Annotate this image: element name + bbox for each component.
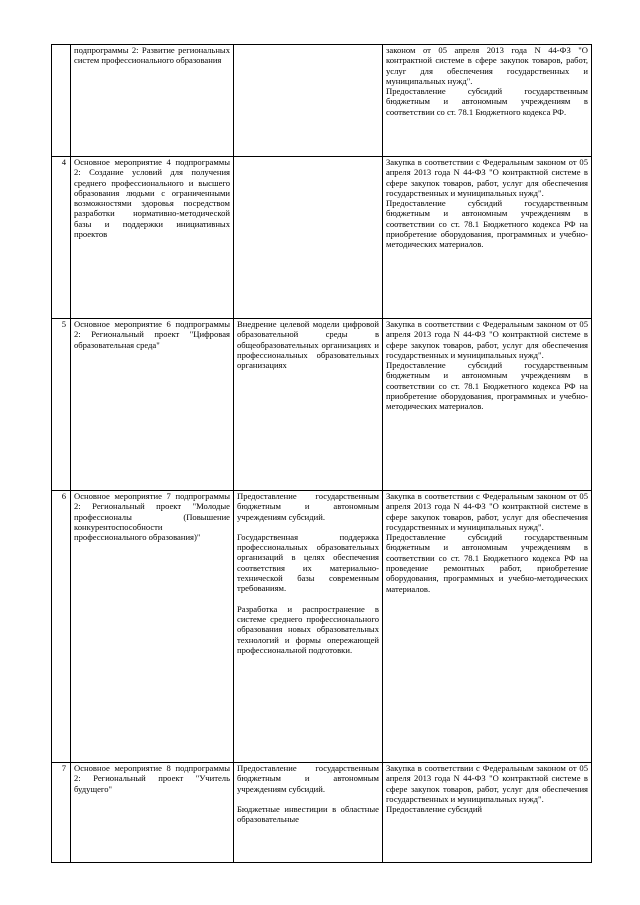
mechanism-paragraph: Предоставление субсидий — [386, 804, 483, 815]
table-row — [52, 45, 592, 157]
mechanism-cell — [383, 157, 592, 319]
activity-cell: Основное мероприятие 4 подпрограммы 2: Создание условий для получения среднего профессионального и высшего образования людьми с ограниченными возможностями здоровья посредством разработки нормативно-методической базы и поддержки инициативных проектов — [71, 157, 234, 319]
row-number: 4 — [52, 157, 71, 319]
mechanism-paragraph: законом от 05 апреля 2013 года N 44-ФЗ "О контрактной системе в сфере закупок товаров, работ, услуг для обеспечения государственных и муниципальных нужд". — [386, 45, 588, 86]
table-row — [52, 491, 592, 763]
mechanism-paragraph: Предоставление субсидий государственным бюджетным и автономным учреждениям в соответствии со ст. 78.1 Бюджетного кодекса РФ на проведение ремонтных работ, приобретение оборудования, программных и учебно-методических материалов. — [386, 532, 588, 594]
row-number: 7 — [52, 763, 71, 863]
mechanism-paragraph: Предоставление субсидий государственным бюджетным и автономным учреждениям в соответствии со ст. 78.1 Бюджетного кодекса РФ. — [386, 86, 588, 117]
activity-cell: Основное мероприятие 8 подпрограммы 2: Региональный проект "Учитель будущего" — [71, 763, 234, 863]
mechanism-paragraph: Предоставление субсидий государственным бюджетным и автономным учреждениям в соответствии со ст. 78.1 Бюджетного кодекса РФ на приобретение оборудования, программных и учебно-методических материалов. — [386, 360, 588, 412]
direction-paragraph: Разработка и распространение в системе среднего профессионального образования новых образовательных технологий и формы опережающей профессиональной подготовки. — [237, 603, 379, 655]
mechanism-paragraph: Закупка в соответствии с Федеральным законом от 05 апреля 2013 года N 44-ФЗ "О контрактной системе в сфере закупок товаров, работ, услуг для обеспечения государственных и муниципальных нужд". — [386, 319, 588, 360]
mechanism-paragraph: Закупка в соответствии с Федеральным законом от 05 апреля 2013 года N 44-ФЗ "О контрактной системе в сфере закупок товаров, работ, услуг для обеспечения государственных и муниципальных нужд". — [386, 491, 588, 532]
table-row — [52, 319, 592, 491]
mechanism-cell — [383, 319, 592, 491]
direction-paragraph: Бюджетные инвестиции в областные образовательные — [237, 803, 379, 825]
activity-cell: Основное мероприятие 6 подпрограммы 2: Региональный проект "Цифровая образовательная среда" — [71, 319, 234, 491]
table-row — [52, 157, 592, 319]
direction-paragraph: Предоставление государственным бюджетным и автономным учреждениям субсидий. — [237, 491, 379, 522]
directions-cell — [234, 157, 383, 319]
directions-cell — [234, 319, 383, 491]
directions-cell — [234, 763, 383, 863]
row-number: 5 — [52, 319, 71, 491]
direction-paragraph: Внедрение целевой модели цифровой образовательной среды в общеобразовательных организациях и профессиональных образовательных организациях — [237, 319, 379, 371]
program-activities-table — [51, 44, 592, 863]
document-page — [51, 44, 591, 863]
mechanism-cell — [383, 763, 592, 863]
activity-cell: Основное мероприятие 7 подпрограммы 2: Региональный проект "Молодые профессионалы (Повышение конкурентоспособности профессионального образования)" — [71, 491, 234, 763]
mechanism-paragraph: Закупка в соответствии с Федеральным законом от 05 апреля 2013 года N 44-ФЗ "О контрактной системе в сфере закупок товаров, работ, услуг для обеспечения государственных и муниципальных нужд". — [386, 763, 588, 804]
direction-paragraph: Предоставление государственным бюджетным и автономным учреждениям субсидий. — [237, 763, 379, 794]
mechanism-cell — [383, 45, 592, 157]
direction-paragraph: Государственная поддержка профессиональных образовательных организаций в целях обеспечения соответствия их материально-технической базы современным требованиям. — [237, 531, 379, 594]
directions-cell — [234, 45, 383, 157]
mechanism-cell — [383, 491, 592, 763]
directions-cell — [234, 491, 383, 763]
row-number — [52, 45, 71, 157]
mechanism-paragraph: Предоставление субсидий государственным бюджетным и автономным учреждениям в соответствии со ст. 78.1 Бюджетного кодекса РФ на приобретение оборудования, программных и учебно-методических материалов. — [386, 198, 588, 250]
mechanism-paragraph: Закупка в соответствии с Федеральным законом от 05 апреля 2013 года N 44-ФЗ "О контрактной системе в сфере закупок товаров, работ, услуг для обеспечения государственных и муниципальных нужд". — [386, 157, 588, 198]
table-row — [52, 763, 592, 863]
activity-cell: подпрограммы 2: Развитие региональных систем профессионального образования — [71, 45, 234, 157]
row-number: 6 — [52, 491, 71, 763]
